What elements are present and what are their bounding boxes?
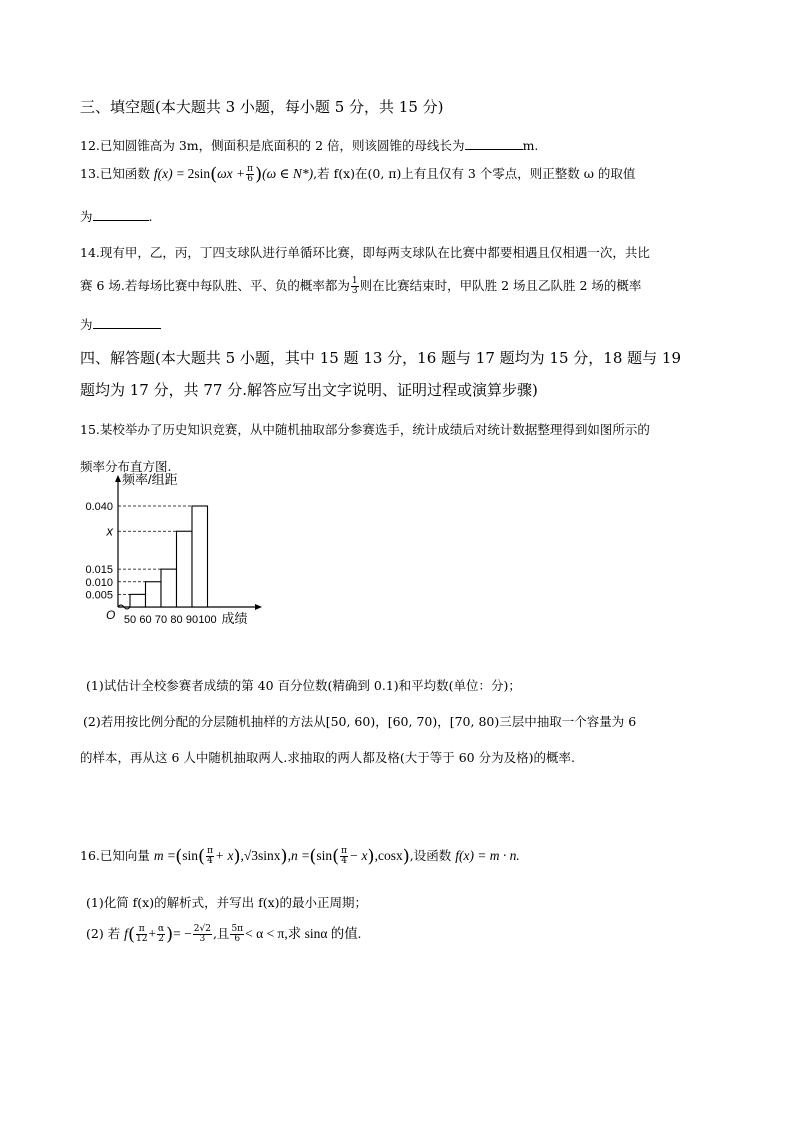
q16-frac-num-b: π — [341, 846, 348, 856]
frequency-histogram — [70, 470, 270, 630]
q16-paren-open2b: ( — [332, 846, 340, 867]
q13-answer-blank — [93, 208, 149, 221]
x-tick-label-100: 100 — [198, 614, 217, 626]
q13-fx: f(x) — [153, 166, 173, 181]
section3-heading: 三、填空题(本大题共 3 小题，每小题 5 分，共 15 分) — [80, 98, 444, 116]
x-tick-label-70: 70 — [154, 614, 168, 626]
y-axis-label: 频率/组距 — [122, 472, 178, 487]
q14-frac-num: 1 — [351, 276, 358, 286]
histogram-bar-90-100 — [192, 506, 208, 607]
q13-domain: (ω ∈ N*) — [262, 166, 314, 181]
q16-paren-open3: ( — [127, 924, 135, 945]
q13-paren-close: ) — [255, 164, 263, 185]
y-tick-label: 0.005 — [85, 589, 113, 602]
q13-wx: ωx + — [217, 166, 246, 181]
section4-heading-line1: 四、解答题(本大题共 5 小题，其中 15 题 13 分，16 题与 17 题均为 15 分，18 题与 19 — [80, 349, 681, 367]
q16-plus: + — [148, 926, 157, 941]
q16-frac-den-a: 4 — [207, 856, 213, 866]
question-15-part1: (1)试估计全校参赛者成绩的第 40 百分位数(精确到 0.1)和平均数(单位：分)； — [86, 678, 521, 693]
q16-frac-num-d: α — [158, 924, 165, 934]
q16-eq2: = — [301, 848, 310, 863]
q16-plus-x: + x — [214, 848, 234, 863]
question-15-line2: 频率分布直方图. — [80, 459, 172, 474]
q16-sin2: sin — [316, 848, 333, 863]
q16-paren-close1b: ) — [233, 846, 241, 867]
q16-cond-mid: < α < π,求 sinα 的值. — [245, 926, 362, 941]
q16-frac-den-b: 4 — [341, 856, 347, 866]
q14-frac-den: 3 — [351, 286, 358, 296]
histogram-bar-50-60 — [130, 594, 146, 607]
q16-frac-num-e: 2√2 — [193, 924, 211, 934]
question-15-line1: 15.某校举办了历史知识竞赛，从中随机抽取部分参赛选手，统计成绩后对统计数据整理得到如图所示的 — [80, 422, 650, 437]
question-16-part1: (1)化简 f(x)的解析式，并写出 f(x)的最小正周期； — [86, 895, 368, 910]
question-13-line2 — [80, 207, 153, 225]
histogram-bar-80-90 — [177, 531, 193, 607]
q14-one-third — [351, 277, 359, 296]
question-16-part2 — [86, 922, 361, 945]
q16-minus-x: − x — [349, 848, 368, 863]
q14-line3-prefix: 为 — [80, 317, 93, 332]
q16-eq1: = — [167, 848, 176, 863]
q16-pi-over-4-a — [206, 847, 214, 866]
x-axis-label: 成绩 — [221, 611, 248, 626]
q16-frac-num-a: π — [207, 846, 213, 856]
q12-text: 12.已知圆锥高为 3m，侧面积是底面积的 2 倍，则该圆锥的母线长为 — [80, 138, 465, 153]
q16-frac-den-d: 2 — [158, 934, 164, 944]
x-axis-arrow — [255, 604, 262, 610]
section4-heading-line2: 题均为 17 分，共 77 分.解答应写出文字说明、证明过程或演算步骤) — [80, 381, 538, 399]
question-15-part2-line2: 的样本，再从这 6 人中随机抽取两人.求抽取的两人都及格(大于等于 60 分为及格)的概率. — [80, 750, 575, 765]
q16-paren-close2b: ) — [367, 846, 375, 867]
q16-paren-open1: ( — [175, 846, 183, 867]
q14-line2-b: 则在比赛结束时，甲队胜 2 场且乙队胜 2 场的概率 — [359, 278, 642, 293]
q13-paren-open: ( — [210, 164, 218, 185]
question-15-part2-line1: (2)若用按比例分配的分层随机抽样的方法从[50, 60)，[60, 70)，[70, 80)三层中抽取一个容量为 6 — [83, 714, 637, 729]
q13-line2-suffix: . — [148, 209, 153, 224]
q16-frac-den-f: 6 — [234, 934, 241, 944]
q16-f: f — [124, 926, 128, 941]
q16-paren-close1: ) — [280, 846, 288, 867]
q12-answer-blank — [465, 137, 523, 150]
q16-five-pi-over-6 — [230, 925, 244, 944]
y-tick-label: 0.040 — [85, 501, 113, 513]
q16-paren-close2: ) — [402, 846, 410, 867]
origin-label: O — [106, 608, 116, 622]
q16-comma1: , — [240, 848, 244, 863]
x-tick-label-50: 50 — [123, 614, 137, 626]
q16-m: m — [153, 848, 164, 863]
x-tick-label-60: 60 — [139, 614, 152, 626]
y-tick-label: x — [106, 523, 113, 539]
q14-answer-blank — [93, 316, 161, 329]
q16-prefix: 16.已知向量 — [80, 848, 150, 863]
q16-frac-den-e: 3 — [199, 934, 206, 944]
histogram-bar-60-70 — [146, 582, 162, 607]
question-12 — [80, 136, 538, 154]
q16-n: n — [290, 848, 298, 863]
q16-paren-close3: ) — [166, 924, 174, 945]
q14-line2-a: 赛 6 场.若每场比赛中每队胜、平、负的概率都为 — [80, 278, 350, 293]
q16-rest: ,设函数 — [409, 848, 452, 863]
question-13 — [80, 164, 635, 185]
q16-eq-neg: = − — [173, 926, 192, 941]
q13-frac-num: π — [247, 164, 254, 174]
q13-rest: ,若 f(x)在(0, π)上有且仅有 3 个零点，则正整数 ω 的取值 — [313, 166, 636, 181]
q16-fx-def: f(x) = m · n. — [455, 848, 520, 863]
q16-cosx: cosx — [377, 848, 403, 863]
q16-comma2: , — [287, 848, 291, 863]
q16-paren-open2: ( — [309, 846, 317, 867]
question-14-line3 — [80, 315, 161, 333]
q13-line2-prefix: 为 — [80, 209, 93, 224]
q16-sqrt3sinx: √3sinx — [243, 848, 281, 863]
question-16 — [80, 846, 520, 867]
q16-frac-num-f: 5π — [231, 924, 244, 934]
q16-sin1: sin — [182, 848, 199, 863]
q12-suffix: m. — [522, 138, 539, 153]
q13-eq: = 2sin — [176, 166, 211, 181]
question-14-line2 — [80, 276, 641, 296]
q16-paren-open1b: ( — [198, 846, 206, 867]
q16-frac-num-c: π — [136, 925, 147, 935]
q16-frac-den-c: 12 — [135, 934, 148, 944]
y-tick-label: 0.010 — [85, 576, 113, 589]
q16-part2-prefix: (2) 若 — [86, 926, 121, 941]
q16-pi-over-12 — [136, 925, 147, 944]
question-14-line1: 14.现有甲，乙，丙，丁四支球队进行单循环比赛，即每两支球队在比赛中都要相遇且仅相遇一次，共比 — [80, 245, 650, 260]
q13-prefix: 13.已知函数 — [80, 166, 150, 181]
q16-alpha-over-2 — [157, 925, 165, 944]
histogram-bar-70-80 — [161, 569, 177, 607]
q13-pi-over-6 — [246, 165, 254, 184]
x-tick-label-90: 90 — [185, 614, 199, 626]
x-tick-label-80: 80 — [170, 614, 183, 626]
q16-cond-prefix: ,且 — [212, 926, 230, 941]
y-axis-arrow — [115, 475, 121, 482]
q16-pi-over-4-b — [340, 847, 348, 866]
y-tick-label: 0.015 — [85, 564, 113, 577]
q13-frac-den: 6 — [247, 174, 253, 184]
q16-comma3: , — [374, 848, 378, 863]
q16-two-sqrt2-over-3 — [193, 925, 212, 944]
